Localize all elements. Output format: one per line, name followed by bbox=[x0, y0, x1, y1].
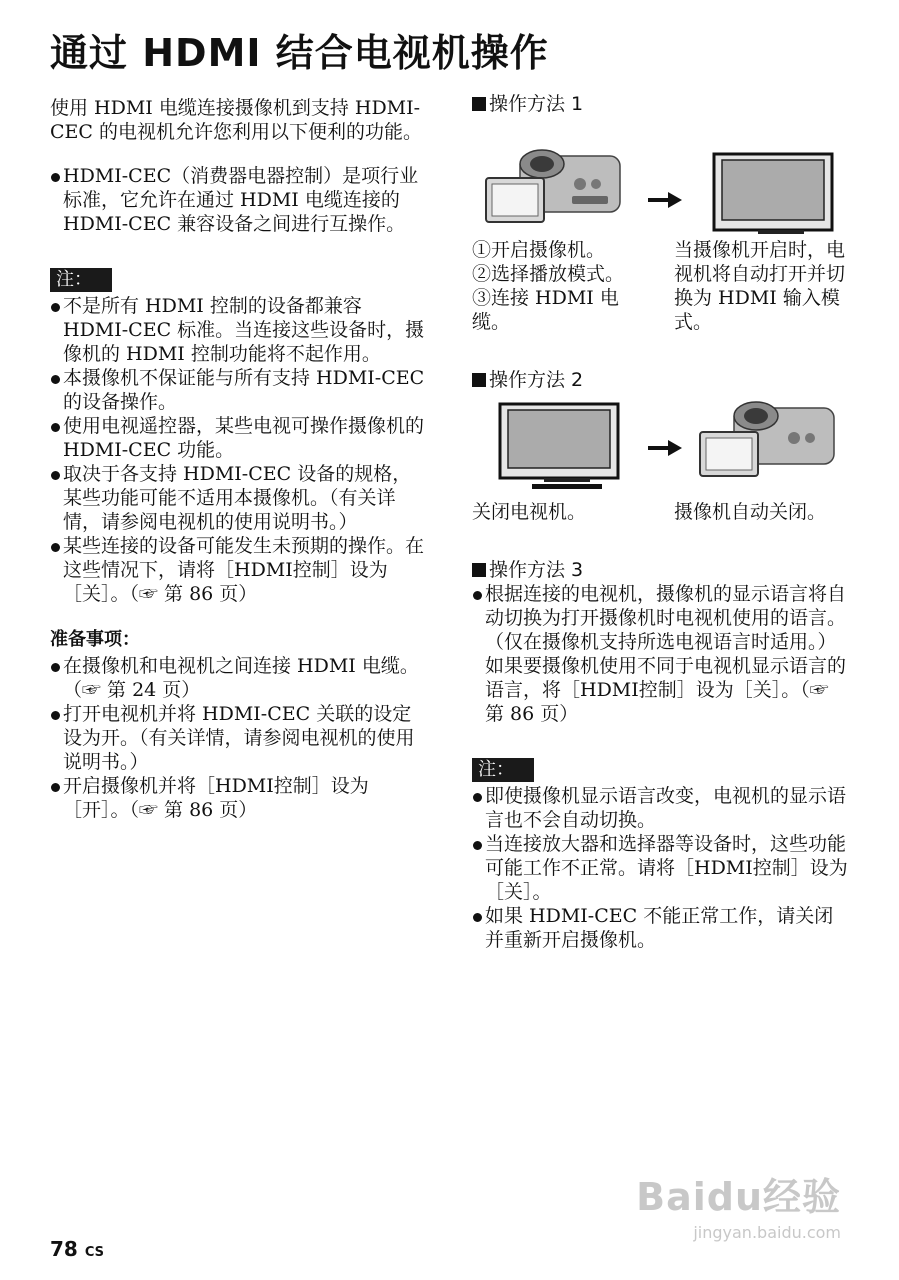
step-item: ③连接 HDMI 电缆。 bbox=[472, 287, 619, 333]
tv-to-camcorder-illustration bbox=[472, 398, 852, 494]
note-item: 某些连接的设备可能发生未预期的操作。在这些情况下，请将［HDMI控制］设为［关］。（☞ 第 86 页） bbox=[50, 534, 430, 606]
prep-item: 打开电视机并将 HDMI-CEC 关联的设定设为开。（有关详情，请参阅电视机的使用说明书。） bbox=[50, 702, 430, 774]
note-item: 取决于各支持 HDMI-CEC 设备的规格，某些功能可能不适用本摄像机。（有关详情，请参阅电视机的使用说明书。） bbox=[50, 462, 430, 534]
prep-heading: 准备事项： bbox=[50, 629, 140, 650]
note-label: 注： bbox=[472, 758, 534, 782]
note-item: 使用电视遥控器，某些电视可操作摄像机的 HDMI-CEC 功能。 bbox=[50, 414, 430, 462]
camcorder-to-tv-illustration bbox=[472, 122, 852, 234]
note-item: 不是所有 HDMI 控制的设备都兼容 HDMI-CEC 标准。当连接这些设备时，摄像机的 HDMI 控制功能将不起作用。 bbox=[50, 294, 430, 366]
method-1-diagram bbox=[472, 122, 852, 238]
watermark-brand: Baidu经验 bbox=[636, 1175, 841, 1219]
intro-text: 使用 HDMI 电缆连接摄像机到支持 HDMI-CEC 的电视机允许您利用以下便利的功能。 bbox=[50, 97, 422, 143]
method-1-heading: 操作方法 1 bbox=[472, 92, 852, 116]
camcorder-icon bbox=[700, 402, 834, 476]
tv-icon bbox=[500, 404, 618, 489]
method-3-heading: 操作方法 3 bbox=[472, 558, 852, 582]
page-number: 78 CS bbox=[50, 1237, 104, 1261]
prep-item: 在摄像机和电视机之间连接 HDMI 电缆。（☞ 第 24 页） bbox=[50, 654, 430, 702]
method-1-result: 当摄像机开启时，电视机将自动打开并切换为 HDMI 输入模式。 bbox=[674, 239, 846, 333]
arrow-right-icon bbox=[648, 440, 682, 456]
left-column bbox=[50, 96, 430, 822]
page-title: 通过 HDMI 结合电视机操作 bbox=[50, 31, 549, 75]
note-item: 本摄像机不保证能与所有支持 HDMI-CEC 的设备操作。 bbox=[50, 366, 430, 414]
method-3-text-2: 如果要摄像机使用不同于电视机显示语言的语言，将［HDMI控制］设为［关］。（☞ 第 86 页） bbox=[485, 655, 847, 725]
watermark-url: jingyan.baidu.com bbox=[693, 1223, 841, 1242]
method-2-heading: 操作方法 2 bbox=[472, 368, 852, 392]
method-3-text: 根据连接的电视机，摄像机的显示语言将自动切换为打开摄像机时电视机使用的语言。（仅在摄像机支持所选电视语言时适用。） bbox=[472, 582, 852, 654]
note-item: 如果 HDMI-CEC 不能正常工作，请关闭并重新开启摄像机。 bbox=[472, 904, 852, 952]
cec-description: HDMI-CEC（消费器电器控制）是项行业标准，它允许在通过 HDMI 电缆连接的 HDMI-CEC 兼容设备之间进行互操作。 bbox=[50, 164, 430, 236]
method-2-diagram bbox=[472, 398, 852, 494]
right-column bbox=[472, 92, 852, 952]
method-2-captions bbox=[472, 500, 852, 524]
note-item: 当连接放大器和选择器等设备时，这些功能可能工作不正常。请将［HDMI控制］设为［关］。 bbox=[472, 832, 852, 904]
tv-icon bbox=[714, 154, 832, 234]
prep-item: 开启摄像机并将［HDMI控制］设为［开］。（☞ 第 86 页） bbox=[50, 774, 430, 822]
watermark bbox=[636, 1166, 841, 1242]
step-item: ①开启摄像机。 bbox=[472, 239, 606, 261]
method-1-steps bbox=[472, 238, 852, 334]
method-2-right-caption: 摄像机自动关闭。 bbox=[674, 501, 827, 523]
method-2-left-caption: 关闭电视机。 bbox=[472, 501, 587, 523]
note-item: 即使摄像机显示语言改变，电视机的显示语言也不会自动切换。 bbox=[472, 784, 852, 832]
arrow-right-icon bbox=[648, 192, 682, 208]
camcorder-icon bbox=[486, 150, 620, 222]
step-item: ②选择播放模式。 bbox=[472, 263, 625, 285]
note-label: 注： bbox=[50, 268, 112, 292]
